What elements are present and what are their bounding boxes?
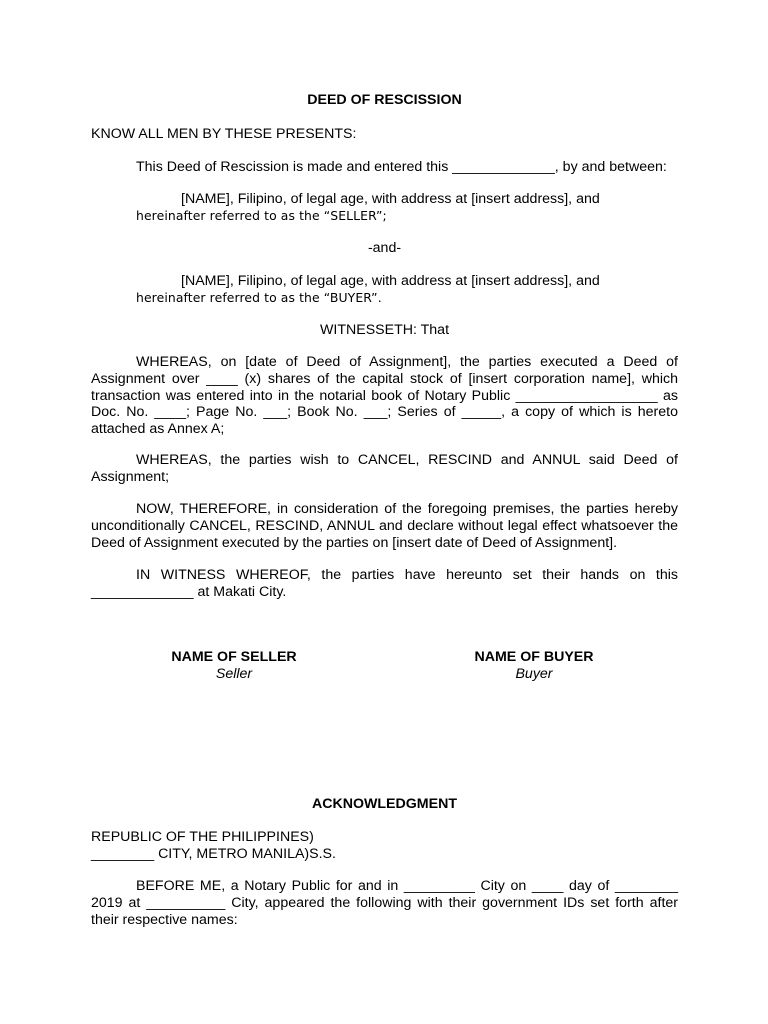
document-title: DEED OF RESCISSION: [307, 92, 462, 108]
seller-role: Seller: [215, 665, 253, 682]
in-witness-paragraph: IN WITNESS WHEREOF, the parties have hereunto set their hands on this _____________ at Makati City.: [91, 567, 678, 600]
buyer-signature-block: [434, 649, 634, 683]
buyer-party-line2: hereinafter referred to as the “BUYER”.: [136, 290, 382, 305]
seller-name: NAME OF SELLER: [171, 649, 297, 665]
whereas-paragraph-1: WHEREAS, on [date of Deed of Assignment], the parties executed a Deed of Assignment over ____ (x) shares of the capital stock of [insert corporation name], which transaction was entered into in the notarial book of Notary Public __________________ as Doc. No. ____; Page No. ___; Book No. ___; Series of _____, a copy of which is hereto attached as Annex A;: [91, 354, 678, 438]
seller-signature-block: [134, 649, 334, 683]
buyer-role: Buyer: [515, 665, 553, 682]
know-all-heading: KNOW ALL MEN BY THESE PRESENTS:: [91, 126, 357, 142]
whereas-paragraph-2: WHEREAS, the parties wish to CANCEL, RESCIND and ANNUL said Deed of Assignment;: [91, 452, 678, 485]
venue-line-2: ________ CITY, METRO MANILA)S.S.: [91, 846, 336, 862]
venue-line-1: REPUBLIC OF THE PHILIPPINES): [91, 829, 314, 845]
acknowledgment-title: ACKNOWLEDGMENT: [311, 796, 457, 812]
seller-party-line2: hereinafter referred to as the “SELLER”;: [136, 208, 387, 223]
buyer-name: NAME OF BUYER: [474, 649, 594, 665]
seller-party-line1: [NAME], Filipino, of legal age, with address at [insert address], and: [181, 191, 600, 207]
and-separator: -and-: [367, 240, 402, 256]
buyer-party-line1: [NAME], Filipino, of legal age, with address at [insert address], and: [181, 273, 600, 289]
intro-paragraph: This Deed of Rescission is made and entered this _____________, by and between:: [136, 159, 667, 175]
now-therefore-paragraph: NOW, THEREFORE, in consideration of the foregoing premises, the parties hereby unconditionally CANCEL, RESCIND, ANNUL and declare without legal effect whatsoever the Deed of Assignment executed by the parties on [insert date of Deed of Assignment].: [91, 501, 678, 551]
before-me-paragraph: BEFORE ME, a Notary Public for and in _________ City on ____ day of ________ 2019 at __________ City, appeared the following with their government IDs set forth after their respective names:: [91, 878, 678, 928]
witnesseth-heading: WITNESSETH: That: [319, 322, 450, 338]
